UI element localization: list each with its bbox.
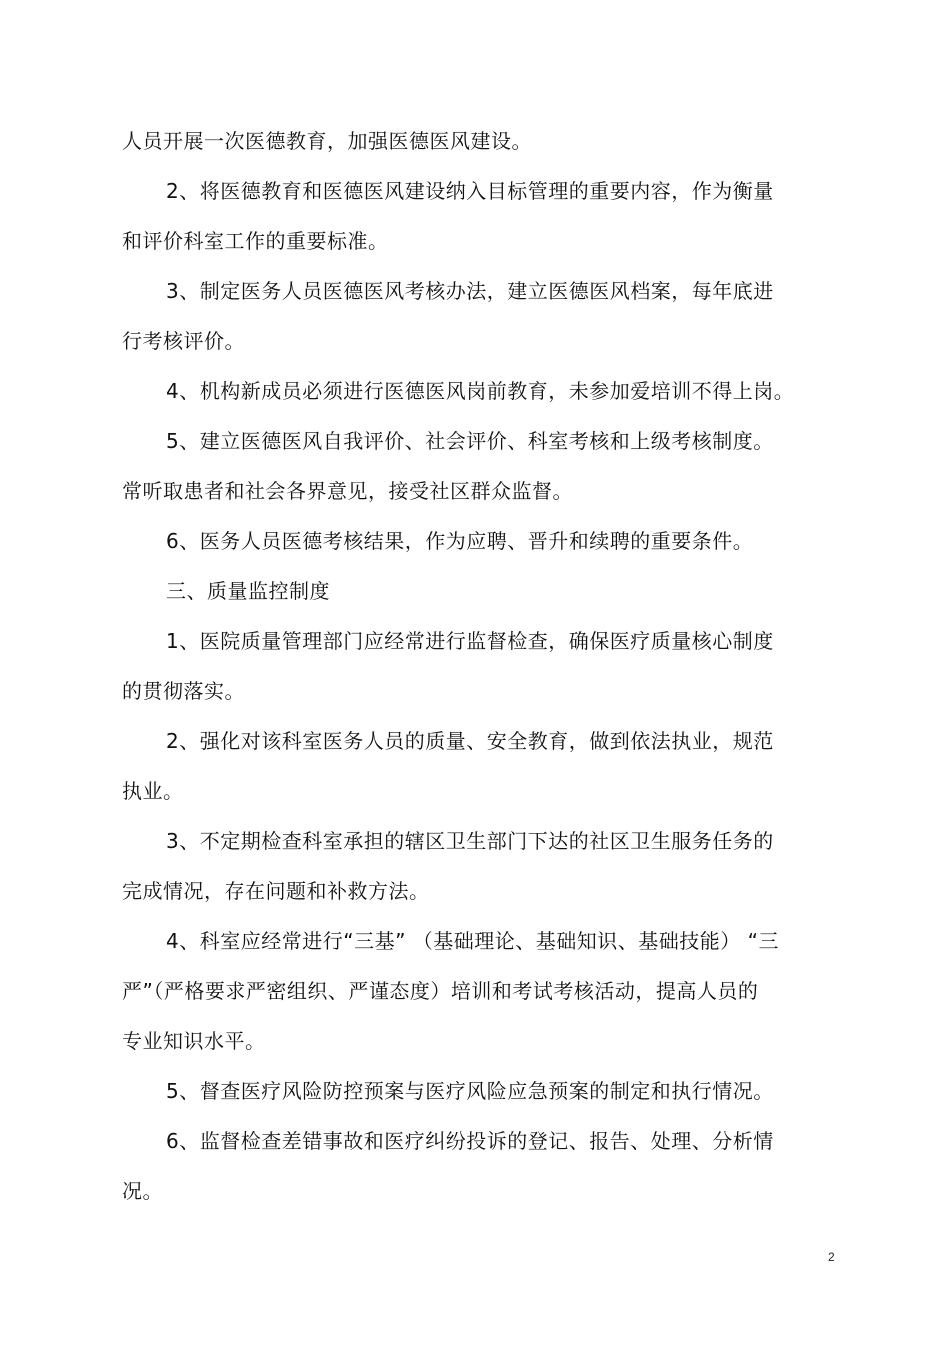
text-line: 专业知识水平。 (122, 1029, 266, 1053)
text-line: 4、科室应经常进行“三基” （基础理论、基础知识、基础技能） “三 (166, 929, 780, 953)
text-line: 1、医院质量管理部门应经常进行监督检查，确保医疗质量核心制度 (166, 629, 774, 653)
text-line: 况。 (122, 1179, 163, 1203)
text-line: 4、机构新成员必须进行医德医风岗前教育，未参加爱培训不得上岗。 (166, 379, 795, 403)
text-line: 的贯彻落实。 (122, 679, 245, 703)
text-line: 执业。 (122, 779, 184, 803)
text-line: 2、强化对该科室医务人员的质量、安全教育，做到依法执业，规范 (166, 729, 774, 753)
text-line: 2、将医德教育和医德医风建设纳入目标管理的重要内容，作为衡量 (166, 179, 774, 203)
text-line: 6、监督检查差错事故和医疗纠纷投诉的登记、报告、处理、分析情 (166, 1129, 774, 1153)
text-line: 和评价科室工作的重要标准。 (122, 229, 389, 253)
text-line: 3、制定医务人员医德医风考核办法，建立医德医风档案，每年底进 (166, 279, 774, 303)
text-line: 6、医务人员医德考核结果，作为应聘、晋升和续聘的重要条件。 (166, 529, 754, 553)
page-number: 2 (828, 1250, 835, 1264)
text-line: 常听取患者和社会各界意见，接受社区群众监督。 (122, 479, 573, 503)
text-line: 完成情况，存在问题和补救方法。 (122, 879, 430, 903)
text-line: 人员开展一次医德教育，加强医德医风建设。 (122, 129, 532, 153)
section-heading: 三、质量监控制度 (166, 579, 330, 603)
text-line: 5、督查医疗风险防控预案与医疗风险应急预案的制定和执行情况。 (166, 1079, 774, 1103)
text-line: 3、不定期检查科室承担的辖区卫生部门下达的社区卫生服务任务的 (166, 829, 774, 853)
text-line: 严”（严格要求严密组织、严谨态度）培训和考试考核活动，提高人员的 (122, 979, 759, 1003)
text-line: 行考核评价。 (122, 329, 245, 353)
text-line: 5、建立医德医风自我评价、社会评价、科室考核和上级考核制度。 (166, 429, 774, 453)
